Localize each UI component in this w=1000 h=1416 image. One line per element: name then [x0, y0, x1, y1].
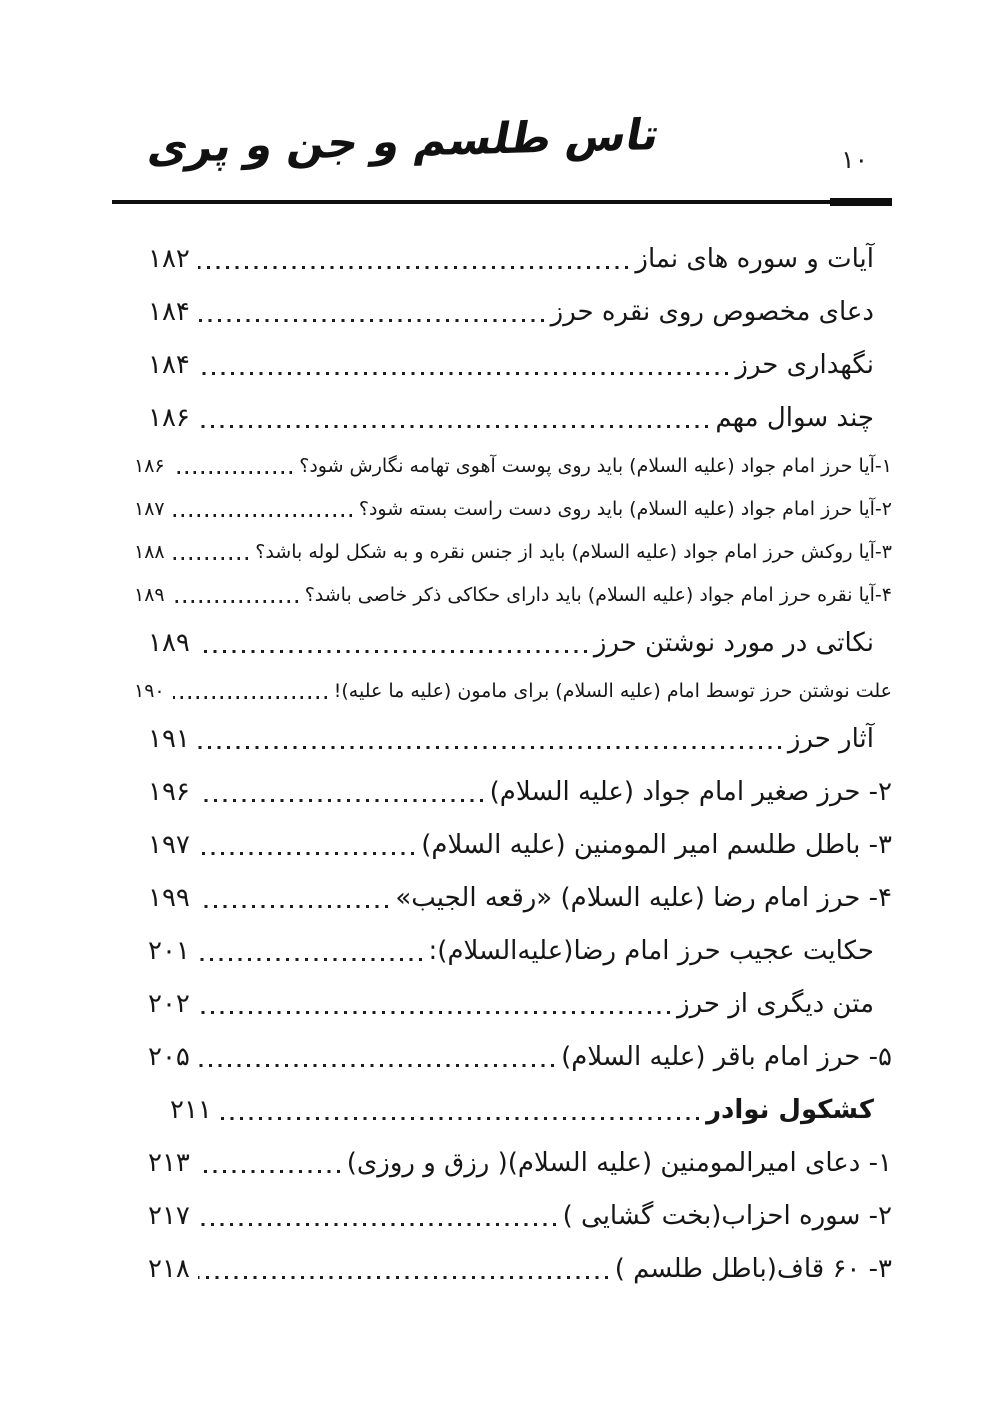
dot-leader — [173, 600, 298, 603]
dot-leader — [198, 266, 628, 269]
toc-entry — [112, 712, 892, 765]
toc-entry-label: ۳- ۶۰ قاف(باطل طلسم ) — [614, 1253, 892, 1284]
toc-entry-page-number: ۱۹۶ — [148, 776, 190, 807]
toc-entry-label: ۱-آیا حرز امام جواد (علیه السلام) باید روی پوست آهوی تهامه نگارش شود؟ — [299, 454, 892, 477]
toc-entry — [112, 669, 892, 712]
dot-leader — [198, 905, 388, 908]
dot-leader — [198, 1170, 340, 1173]
dot-leader — [198, 958, 422, 961]
dot-leader — [198, 1064, 554, 1067]
toc-entry-page-number: ۱۹۱ — [148, 723, 190, 754]
toc-entry-page-number: ۱۹۹ — [148, 882, 190, 913]
toc-entry-page-number: ۱۸۴ — [148, 349, 190, 380]
toc-entry-label: متن دیگری از حرز — [677, 988, 874, 1019]
toc-entry-label: ۲- سوره احزاب(بخت گشایی ) — [562, 1200, 892, 1231]
page-number: ۱۰ — [841, 145, 868, 174]
toc-entry-page-number: ۲۰۵ — [148, 1041, 190, 1072]
toc-entry — [112, 391, 892, 444]
toc-entry — [112, 285, 892, 338]
toc-entry — [112, 765, 892, 818]
book-title-calligraphy: تاس طلسم و جن و پری — [144, 110, 664, 174]
header-rule — [112, 200, 892, 204]
toc-entry-label: ۲- حرز صغیر امام جواد (علیه السلام) — [489, 776, 892, 807]
toc-entry — [112, 1136, 892, 1189]
toc-entry — [112, 530, 892, 573]
toc-entry-label: ۴-آیا نقره حرز امام جواد (علیه السلام) باید دارای حکاکی ذکر خاصی باشد؟ — [304, 583, 892, 606]
page-header — [112, 0, 892, 200]
dot-leader — [198, 799, 483, 802]
dot-leader — [173, 557, 249, 560]
toc-entry — [112, 487, 892, 530]
toc-entry-label: آیات و سوره های نماز — [635, 243, 874, 274]
dot-leader — [173, 514, 352, 517]
toc-entry-label: کشکول نوادر — [706, 1094, 874, 1125]
toc-entry — [112, 232, 892, 285]
dot-leader — [173, 696, 327, 699]
dot-leader — [198, 746, 781, 749]
toc-entry-page-number: ۱۸۹ — [134, 583, 165, 606]
toc-entry — [112, 871, 892, 924]
toc-entry-page-number: ۱۸۸ — [134, 540, 165, 563]
toc-entry-label: نکاتی در مورد نوشتن حرز — [593, 627, 874, 658]
toc-entry-page-number: ۱۸۷ — [134, 497, 165, 520]
toc-entry-page-number: ۱۸۶ — [148, 402, 190, 433]
toc-entry — [112, 444, 892, 487]
toc-entry-page-number: ۱۹۰ — [134, 679, 165, 702]
toc-entry-label: دعای مخصوص روی نقره حرز — [550, 296, 874, 327]
toc-entry-label: ۵- حرز امام باقر (علیه السلام) — [561, 1041, 892, 1072]
toc-entry — [112, 1083, 892, 1136]
toc-entry-label: ۴- حرز امام رضا (علیه السلام) «رقعه الجیب» — [395, 882, 892, 913]
toc-entry-label: حکایت عجیب حرز امام رضا(علیه‌السلام): — [428, 935, 874, 966]
toc-entry-page-number: ۲۱۷ — [148, 1200, 190, 1231]
dot-leader — [198, 1011, 670, 1014]
toc-entry — [112, 1242, 892, 1295]
dot-leader — [220, 1117, 699, 1120]
dot-leader — [198, 852, 414, 855]
toc-entry-page-number: ۱۸۲ — [148, 243, 190, 274]
toc-entry-label: چند سوال مهم — [715, 402, 874, 433]
toc-entry — [112, 338, 892, 391]
toc-entry-label: نگهداری حرز — [735, 349, 874, 380]
dot-leader — [198, 1223, 556, 1226]
toc-entry — [112, 818, 892, 871]
dot-leader — [198, 319, 544, 322]
toc-entry-page-number: ۱۸۹ — [148, 627, 190, 658]
toc-entry-page-number: ۲۱۱ — [170, 1094, 212, 1125]
toc-entry-label: ۳- باطل طلسم امیر المومنین (علیه السلام) — [421, 829, 892, 860]
toc-entry-page-number: ۱۹۷ — [148, 829, 190, 860]
toc-entry-page-number: ۲۰۲ — [148, 988, 190, 1019]
dot-leader — [198, 650, 587, 653]
toc-entry — [112, 977, 892, 1030]
toc-entry-label: آثار حرز — [787, 723, 874, 754]
toc-entry-label: ۱- دعای امیرالمومنین (علیه السلام)( رزق و روزی) — [346, 1147, 892, 1178]
toc-entry-page-number: ۲۱۸ — [148, 1253, 190, 1284]
toc-entry-page-number: ۱۸۴ — [148, 296, 190, 327]
toc-entry — [112, 1030, 892, 1083]
toc-entry-label: علت نوشتن حرز توسط امام (علیه السلام) برای مامون (علیه ما علیه)! — [333, 679, 892, 702]
toc-entry — [112, 616, 892, 669]
dot-leader — [173, 471, 293, 474]
dot-leader — [198, 425, 708, 428]
dot-leader — [198, 1276, 608, 1279]
toc-entry-page-number: ۲۱۳ — [148, 1147, 190, 1178]
toc-entry — [112, 1189, 892, 1242]
toc-entry — [112, 573, 892, 616]
dot-leader — [198, 372, 728, 375]
toc-entry — [112, 924, 892, 977]
toc-entry-page-number: ۲۰۱ — [148, 935, 190, 966]
toc-entry-label: ۳-آیا روکش حرز امام جواد (علیه السلام) باید از جنس نقره و به شکل لوله باشد؟ — [255, 540, 892, 563]
toc-entry-page-number: ۱۸۶ — [134, 454, 165, 477]
table-of-contents — [112, 232, 892, 1295]
toc-entry-label: ۲-آیا حرز امام جواد (علیه السلام) باید روی دست راست بسته شود؟ — [358, 497, 892, 520]
